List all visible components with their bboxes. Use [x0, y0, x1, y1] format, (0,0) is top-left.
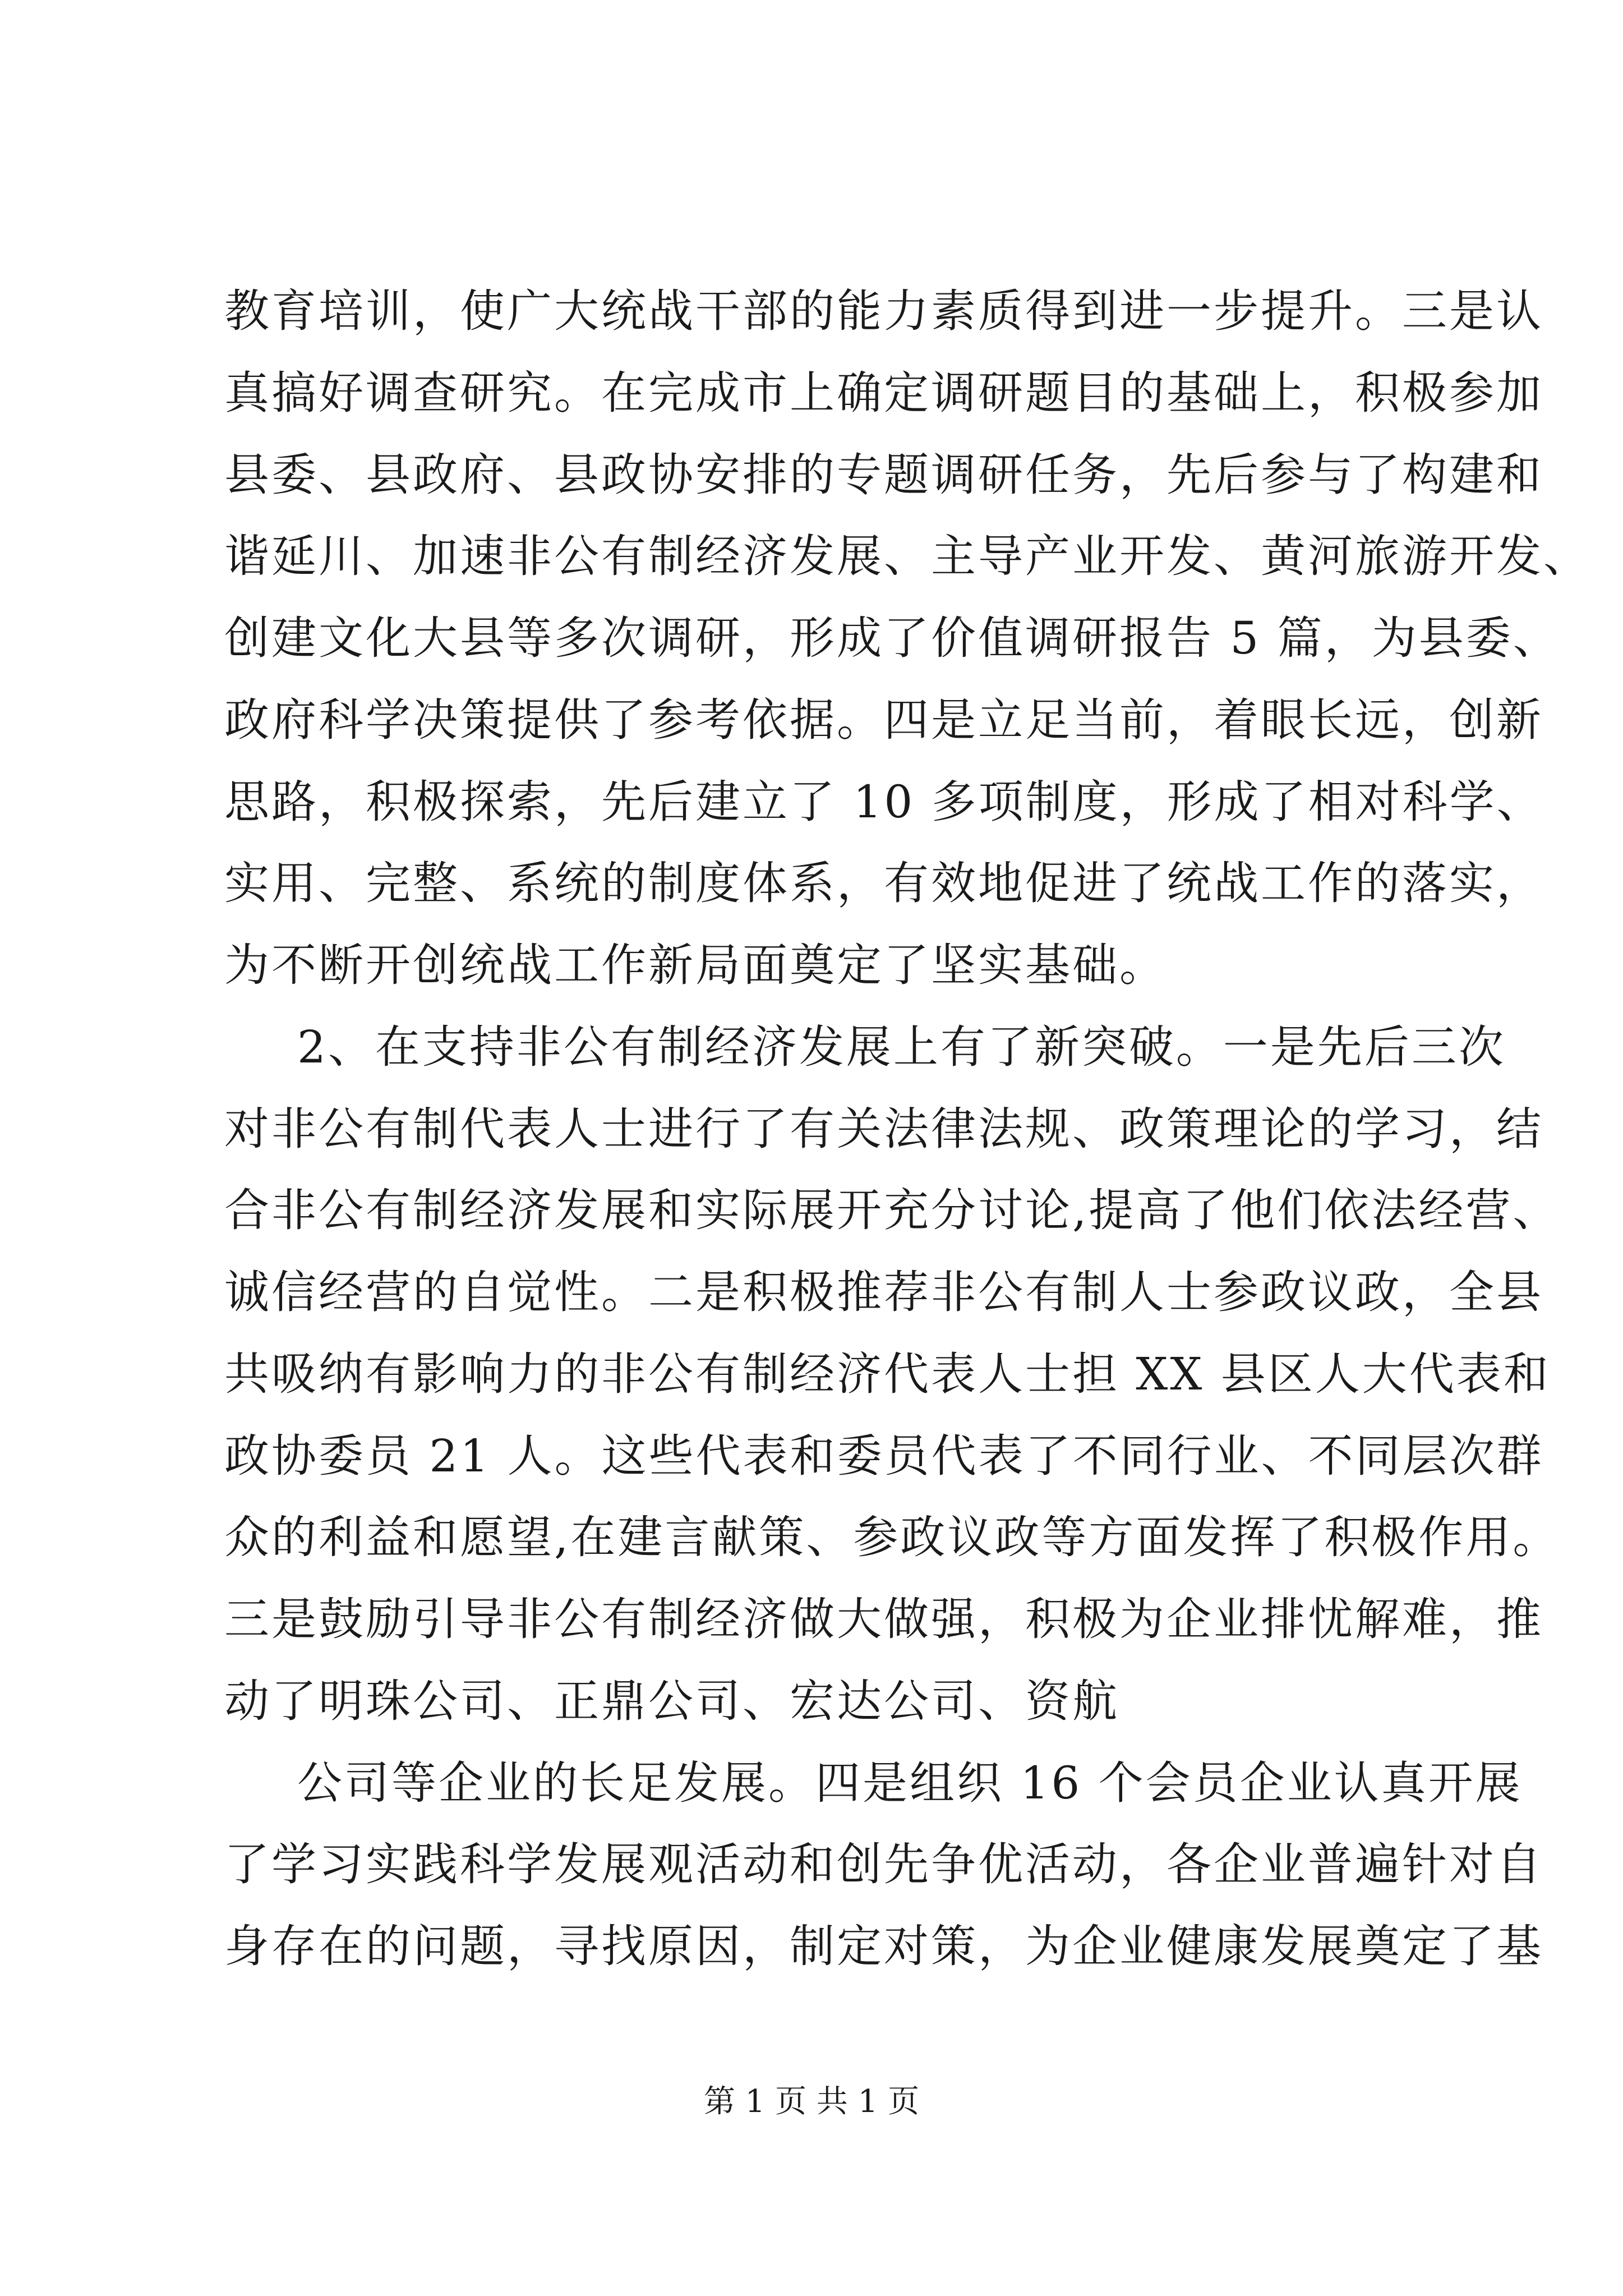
- text-line: 为不断开创统战工作新局面奠定了坚实基础。: [224, 939, 1166, 991]
- text-line: 2、在支持非公有制经济发展上有了新突破。一是先后三次: [297, 1021, 1506, 1073]
- text-line: 创建文化大县等多次调研，形成了价值调研报告 5 篇，为县委、: [224, 612, 1560, 664]
- text-line: 了学习实践科学发展观活动和创先争优活动，各企业普遍针对自: [224, 1838, 1543, 1890]
- text-line: 对非公有制代表人士进行了有关法律法规、政策理论的学习，结: [224, 1103, 1543, 1155]
- text-line: 政府科学决策提供了参考依据。四是立足当前，着眼长远，创新: [224, 694, 1543, 746]
- text-line: 诚信经营的自觉性。二是积极推荐非公有制人士参政议政，全县: [224, 1266, 1543, 1318]
- text-line: 教育培训，使广大统战干部的能力素质得到进一步提升。三是认: [224, 285, 1543, 337]
- page-number-label: 第 1 页 共 1 页: [703, 2083, 920, 2120]
- text-line: 众的利益和愿望,在建言献策、参政议政等方面发挥了积极作用。: [224, 1511, 1560, 1563]
- text-line: 三是鼓励引导非公有制经济做大做强，积极为企业排忧解难，推: [224, 1593, 1543, 1645]
- text-line: 实用、完整、系统的制度体系，有效地促进了统战工作的落实，: [224, 857, 1543, 909]
- text-line: 谐延川、加速非公有制经济发展、主导产业开发、黄河旅游开发、: [224, 530, 1590, 582]
- text-line: 身存在的问题，寻找原因，制定对策，为企业健康发展奠定了基: [224, 1920, 1543, 1972]
- text-line: 合非公有制经济发展和实际展开充分讨论,提高了他们依法经营、: [224, 1184, 1560, 1236]
- text-line: 思路，积极探索，先后建立了 10 多项制度，形成了相对科学、: [224, 776, 1544, 828]
- text-line: 政协委员 21 人。这些代表和委员代表了不同行业、不同层次群: [224, 1430, 1544, 1482]
- text-line: 公司等企业的长足发展。四是组织 16 个会员企业认真开展: [297, 1757, 1523, 1809]
- text-line: 共吸纳有影响力的非公有制经济代表人士担 XX 县区人大代表和: [224, 1348, 1551, 1400]
- text-line: 真搞好调查研究。在完成市上确定调研题目的基础上，积极参加: [224, 367, 1543, 419]
- page-footer: [0, 2082, 1623, 2122]
- text-line: 县委、县政府、县政协安排的专题调研任务，先后参与了构建和: [224, 449, 1543, 501]
- text-line: 动了明珠公司、正鼎公司、宏达公司、资航: [224, 1675, 1119, 1727]
